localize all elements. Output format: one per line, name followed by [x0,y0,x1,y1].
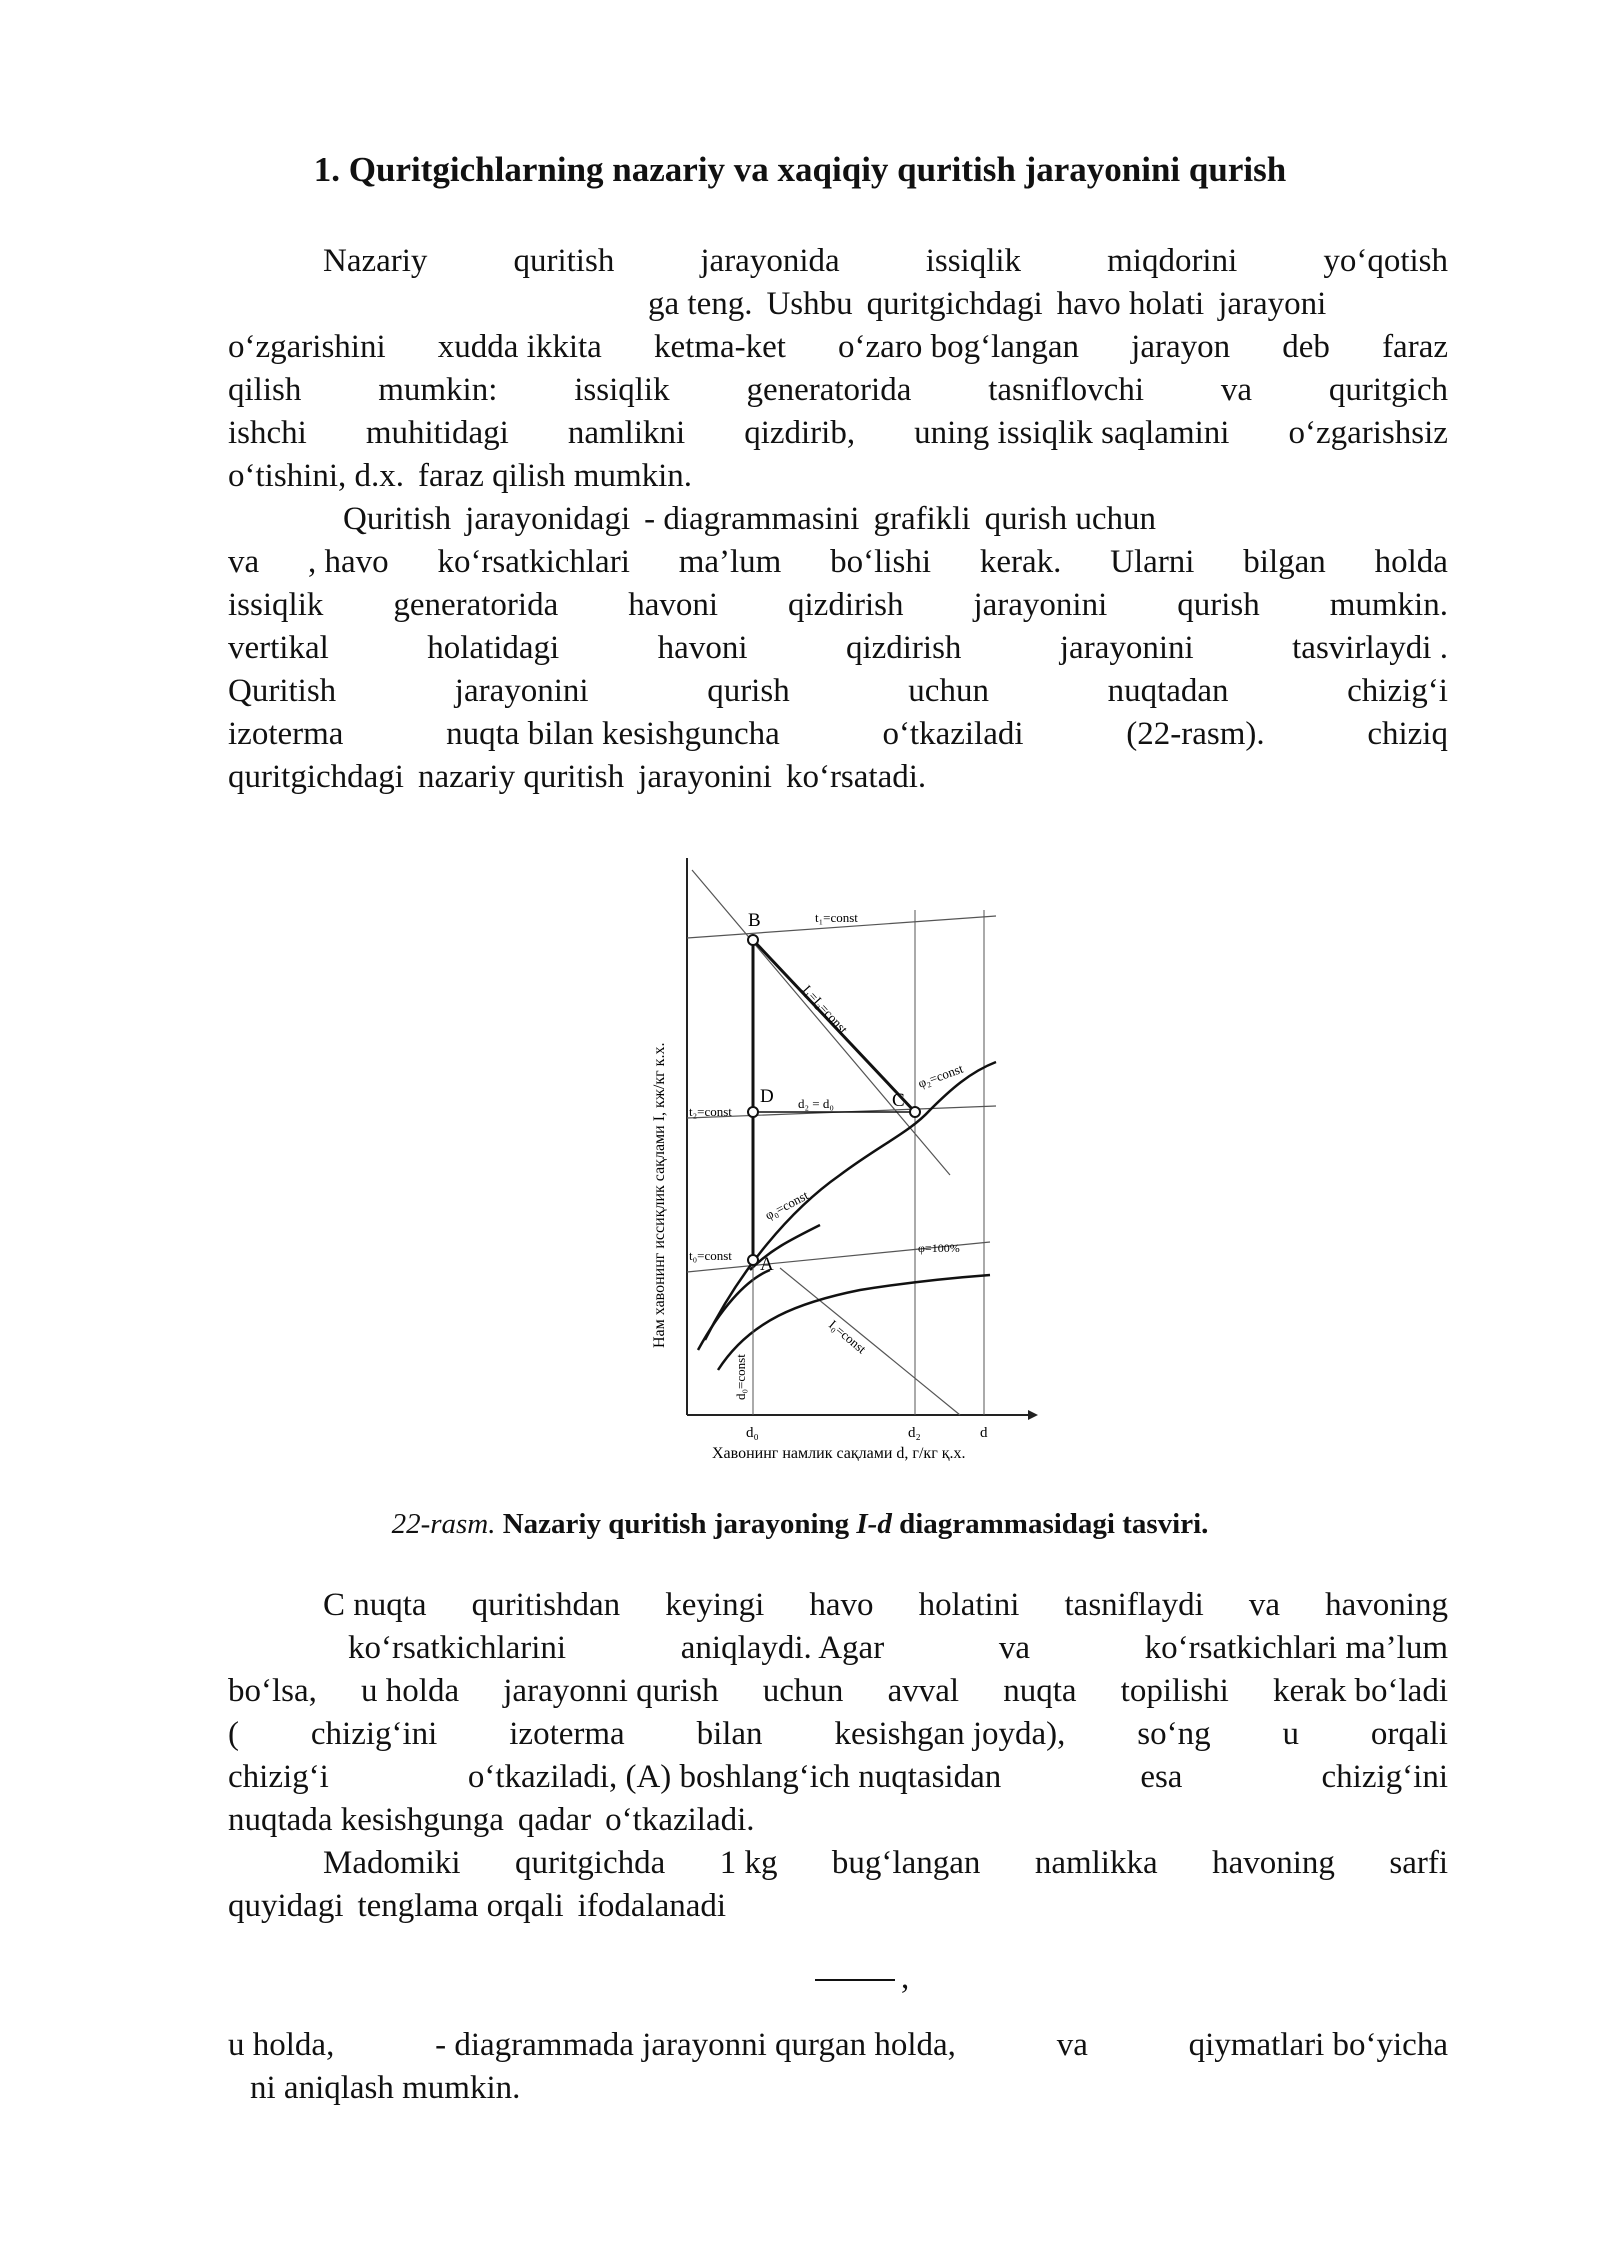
text-fragment: qadar [517,1802,592,1838]
text-fragment: kerak bo‘ladi [1272,1673,1448,1709]
text-fragment: issiqlik [925,243,1022,279]
text-fragment: , havo [307,544,389,580]
text-fragment: faraz qilish mumkin. [418,458,693,494]
para2-line [228,584,1448,627]
text-fragment: qiymatlari bo‘yicha [1188,2027,1448,2063]
text-fragment: C nuqta [323,1587,427,1623]
label-c: C [892,1090,905,1111]
label-a: A [760,1254,774,1275]
text-fragment: qilish [228,372,302,408]
point-a [748,1255,758,1265]
text-fragment: o‘zgarishsiz [1288,415,1448,451]
para1-line [228,412,1448,455]
text-fragment: holatidagi [427,630,560,666]
point-b [748,935,758,945]
text-fragment: o‘tkaziladi. [605,1802,755,1838]
figure-caption [0,1508,1600,1541]
text-fragment: uning issiqlik saqlamini [914,415,1230,451]
text-fragment: topilishi [1120,1673,1229,1709]
text-fragment: aniqlaydi. Agar [680,1630,885,1666]
text-fragment: chizig‘ini [1321,1759,1448,1795]
text-fragment: qizdirib, [744,415,856,451]
caption-text-2: I-d [856,1508,892,1540]
caption-text-3: diagrammasidagi tasviri. [891,1508,1209,1540]
x-axis-arrow [1028,1410,1038,1420]
text-fragment: uchun [908,673,989,709]
xtick-d: d [980,1425,988,1441]
text-fragment: tasniflaydi [1064,1587,1204,1623]
text-fragment: o‘tishini, d.x. [228,458,405,494]
caption-number: 22-rasm. [391,1508,496,1540]
text-fragment: generatorida [393,587,559,623]
text-fragment: o‘tkaziladi, (A) boshlang‘ich nuqtasidan [467,1759,1002,1795]
para3-line [323,1584,1448,1627]
label-i0: I₀=const [826,1316,870,1357]
text-fragment: jarayonini [1059,630,1194,666]
para5-line [250,2067,1448,2110]
text-fragment: ko‘rsatkichlarini [348,1630,567,1666]
label-b: B [748,910,761,931]
para4-line [228,1885,1448,1928]
text-fragment: bug‘langan [831,1845,981,1881]
label-d2-d0: d₂ = d₀ [798,1096,834,1111]
text-fragment: havoning [1325,1587,1448,1623]
caption-text-1: Nazariy quritish jarayoning [495,1508,857,1540]
label-t1: t₁=const [815,910,858,925]
text-fragment: ga teng. [648,286,753,322]
text-fragment: jarayonini [638,759,772,795]
text-fragment: Ushbu [766,286,853,322]
para1-line [228,326,1448,369]
text-fragment: ko‘rsatkichlari [437,544,630,580]
text-fragment: holatini [918,1587,1020,1623]
text-fragment: chiziq [1367,716,1448,752]
phi100-curve [718,1275,990,1370]
text-fragment: nuqta bilan kesishguncha [446,716,780,752]
text-fragment: izoterma [228,716,344,752]
text-fragment: quritgichda [514,1845,666,1881]
text-fragment: o‘tkaziladi [882,716,1024,752]
text-fragment: jarayonida [700,243,840,279]
text-fragment: deb [1282,329,1330,365]
text-fragment: quyidagi [228,1888,344,1924]
text-fragment: Madomiki [323,1845,461,1881]
text-fragment: namlikka [1034,1845,1158,1881]
phi2-curve [705,1062,996,1340]
text-fragment: sarfi [1389,1845,1448,1881]
text-fragment: orqali [1370,1716,1448,1752]
text-fragment: yo‘qotish [1323,243,1448,279]
para2-line [228,670,1448,713]
para5-line [228,2024,1448,2067]
text-fragment: va [1056,2027,1088,2063]
text-fragment: jarayonini [973,587,1108,623]
text-fragment: generatorida [746,372,912,408]
text-fragment: bo‘lishi [830,544,931,580]
text-fragment: bo‘lsa, [228,1673,317,1709]
label-d0-const: d₀=const [733,1354,748,1400]
text-fragment: nazariy quritish [417,759,625,795]
text-fragment: muhitidagi [365,415,509,451]
para2-line [228,756,1448,799]
text-fragment: - diagrammada jarayonni qurgan holda, [435,2027,956,2063]
text-fragment: kesishgan joyda), [834,1716,1066,1752]
text-fragment: esa [1140,1759,1183,1795]
text-fragment: namlikni [567,415,686,451]
text-fragment: jarayonni qurish [503,1673,719,1709]
text-fragment: u holda [361,1673,460,1709]
text-fragment: va [998,1630,1031,1666]
para3-line [228,1713,1448,1756]
para2-line [228,541,1448,584]
text-fragment: jarayonini [454,673,589,709]
fraction-bar [815,1979,895,1981]
text-fragment: quritgichdagi [228,759,404,795]
text-fragment: miqdorini [1107,243,1238,279]
y-axis-title: Нам хавонинг иссиқлик сақлами I, кж/кг к.х. [651,1042,668,1348]
para2-line [228,627,1448,670]
text-fragment: - diagrammasini [644,501,860,537]
text-fragment: tasniflovchi [988,372,1144,408]
text-fragment: quritgich [1328,372,1448,408]
text-fragment: issiqlik [228,587,324,623]
para3-line [228,1799,1448,1842]
text-fragment: nuqta [1003,1673,1077,1709]
label-t2: t₂=const [689,1104,732,1119]
label-i-const: I₁=I₂=const [799,981,851,1037]
text-fragment: havoning [1212,1845,1335,1881]
text-fragment: ( [228,1716,239,1752]
text-fragment: chizig‘ini [310,1716,438,1752]
para1-line [648,283,1448,326]
text-fragment: qizdirish [845,630,962,666]
section-title: 1. Quritgichlarning nazariy va xaqiqiy quritish jarayonini qurish [313,150,1287,189]
text-fragment: ko‘rsatadi. [785,759,927,795]
text-fragment: u holda, [228,2027,335,2063]
text-fragment: izoterma [509,1716,625,1752]
text-fragment: quritgichdagi [866,286,1043,322]
text-fragment: havoni [628,587,719,623]
text-fragment: qizdirish [788,587,904,623]
formula-tail: , [901,1960,910,1996]
para3-line [348,1627,1448,1670]
text-fragment: qurish [1177,587,1260,623]
text-fragment: qurish [707,673,790,709]
text-fragment: avval [887,1673,960,1709]
text-fragment: ketma-ket [653,329,786,365]
text-fragment: jarayon [1131,329,1231,365]
text-fragment: mumkin. [1329,587,1448,623]
text-fragment: jarayonidagi [465,501,631,537]
text-fragment: chizig‘i [1347,673,1448,709]
text-fragment: o‘zgarishini [228,329,386,365]
point-c [910,1107,920,1117]
label-phi100: φ=100% [918,1241,960,1255]
text-fragment: grafikli [873,501,971,537]
text-fragment: ma’lum [678,544,782,580]
text-fragment: bilan [696,1716,763,1752]
text-fragment: Quritish [343,501,452,537]
text-fragment: vertikal [228,630,329,666]
xtick-d0: d₀ [746,1425,759,1441]
formula [815,1960,909,1997]
text-fragment: havoni [657,630,748,666]
id-diagram [620,850,1040,1465]
phi0-curve-lower [698,1270,770,1350]
text-fragment: ni aniqlash mumkin. [250,2070,521,2106]
text-fragment: issiqlik [574,372,670,408]
label-t0: t₀=const [689,1248,732,1263]
text-fragment: Ularni [1110,544,1195,580]
para1-line [323,240,1448,283]
text-fragment: u [1282,1716,1300,1752]
text-fragment: va [228,544,260,580]
text-fragment: (22-rasm). [1126,716,1265,752]
x-axis-title: Хавонинг намлик сақлами d, г/кг қ.х. [712,1445,966,1462]
label-phi2: φ₂=const [915,1060,966,1091]
text-fragment: ifodalanadi [577,1888,727,1924]
text-fragment: va [1220,372,1252,408]
text-fragment: mumkin: [378,372,498,408]
text-fragment: quritish [513,243,615,279]
text-fragment: bilgan [1243,544,1326,580]
text-fragment: holda [1374,544,1448,580]
label-d: D [760,1086,774,1107]
para4-line [323,1842,1448,1885]
text-fragment: faraz [1382,329,1448,365]
text-fragment: jarayoni [1218,286,1327,322]
point-d [748,1107,758,1117]
text-fragment: 1 kg [719,1845,778,1881]
text-fragment: ishchi [228,415,307,451]
text-fragment: so‘ng [1137,1716,1211,1752]
para3-line [228,1670,1448,1713]
text-fragment: ko‘rsatkichlari ma’lum [1144,1630,1448,1666]
text-fragment: va [1248,1587,1281,1623]
text-fragment: quritishdan [471,1587,621,1623]
text-fragment: o‘zaro bog‘langan [838,329,1080,365]
text-fragment: nuqtadan [1107,673,1229,709]
text-fragment: havo holati [1056,286,1205,322]
text-fragment: qurish uchun [984,501,1157,537]
text-fragment: Nazariy [323,243,428,279]
para2-line [228,713,1448,756]
text-fragment: nuqtada kesishgunga [228,1802,504,1838]
text-fragment: kerak. [979,544,1062,580]
text-fragment: Quritish [228,673,337,709]
enthalpy-line-lower [780,1268,960,1415]
text-fragment: chizig‘i [228,1759,329,1795]
text-fragment: keyingi [665,1587,765,1623]
xtick-d2: d₂ [908,1425,921,1441]
text-fragment: tasvirlaydi . [1292,630,1448,666]
para1-line [228,369,1448,412]
label-phi0: φ₀=const [762,1187,811,1223]
para3-line [228,1756,1448,1799]
para2-line [343,498,1448,541]
id-diagram-figure [620,850,1040,1465]
text-fragment: tenglama orqali [357,1888,564,1924]
text-fragment: uchun [762,1673,844,1709]
text-fragment: havo [809,1587,874,1623]
text-fragment: xudda ikkita [437,329,602,365]
para1-line [228,455,1448,498]
